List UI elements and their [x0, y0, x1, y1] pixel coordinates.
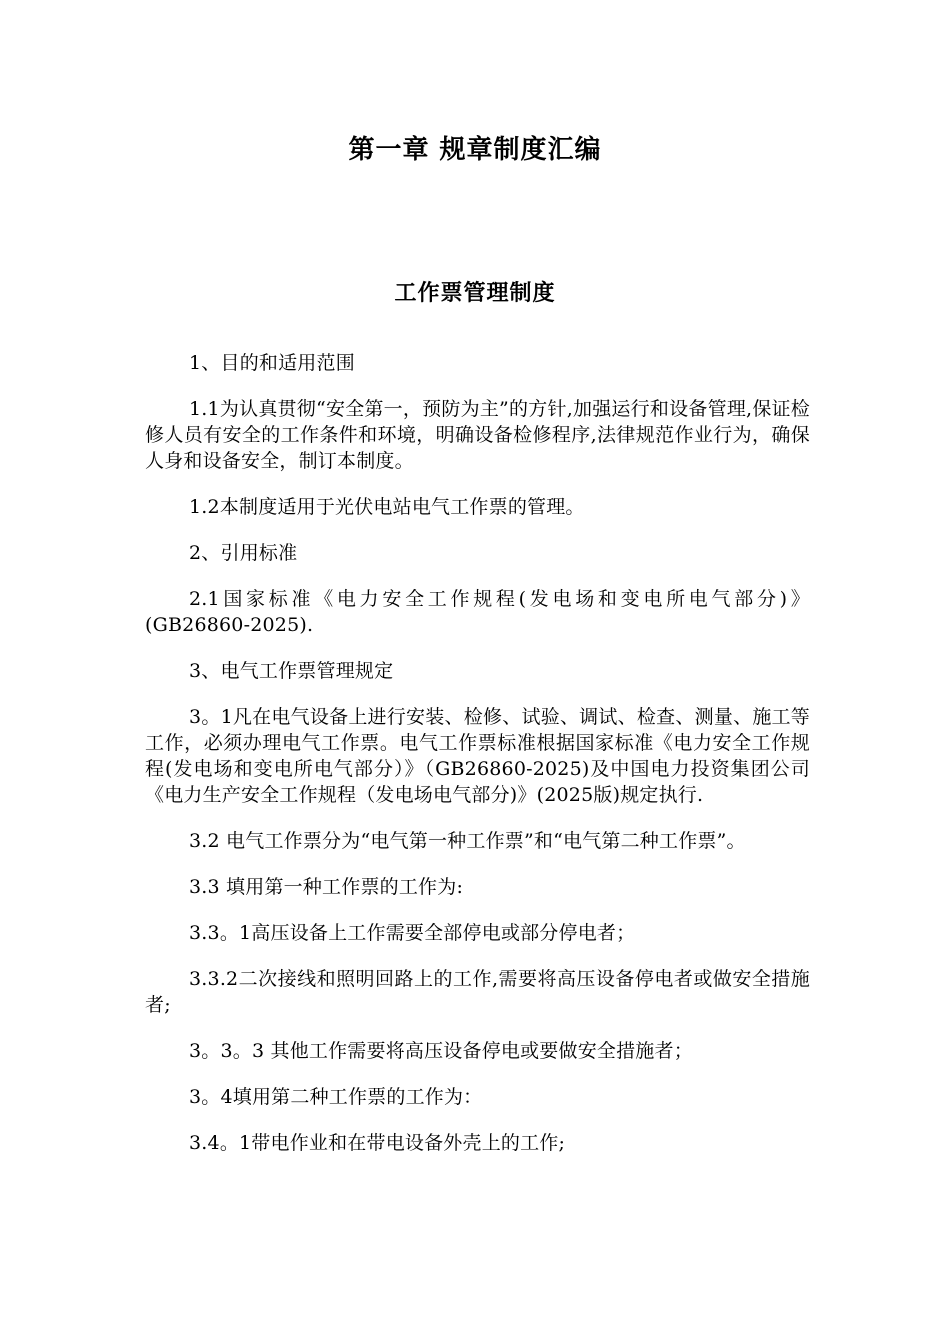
paragraph-3-4-1: 3.4。1带电作业和在带电设备外壳上的工作; [189, 1132, 566, 1154]
paragraph-1-1: 1.1为认真贯彻“安全第一，预防为主”的方针,加强运行和设备管理,保证检修人员有安全的工作条件和环境，明确设备检修程序,法律规范作业行为，确保人身和设备安全，制订本制度。 [145, 398, 810, 472]
paragraph-2-1: 2.1国家标准《电力安全工作规程(发电场和变电所电气部分)》(GB26860-2025). [145, 588, 810, 636]
paragraph-3-1: 3。1凡在电气设备上进行安装、检修、试验、调试、检查、测量、施工等工作，必须办理电气工作票。电气工作票标准根据国家标准《电力安全工作规程(发电场和变电所电气部分）》（GB26860-2025)及中国电力投资集团公司《电力生产安全工作规程（发电场电气部分)》(2025版)规定执行. [145, 706, 810, 806]
paragraph-1-2: 1.2本制度适用于光伏电站电气工作票的管理。 [189, 496, 585, 518]
section-title: 工作票管理制度 [394, 281, 556, 306]
paragraph-heading-3: 3、电气工作票管理规定 [189, 660, 394, 682]
paragraph-3-3: 3.3 填用第一种工作票的工作为: [189, 876, 464, 898]
paragraph-3-3-1: 3.3。1高压设备上工作需要全部停电或部分停电者； [189, 922, 636, 944]
paragraph-heading-1: 1、目的和适用范围 [189, 352, 355, 374]
paragraph-3-2: 3.2 电气工作票分为“电气第一种工作票”和“电气第二种工作票”。 [189, 830, 746, 852]
paragraph-3-4: 3。4填用第二种工作票的工作为： [189, 1086, 483, 1108]
chapter-title: 第一章 规章制度汇编 [348, 135, 602, 165]
paragraph-heading-2: 2、引用标准 [189, 542, 298, 564]
document-body [145, 350, 810, 1176]
paragraph-3-3-3: 3。3。3 其他工作需要将高压设备停电或要做安全措施者； [189, 1040, 693, 1062]
paragraph-3-3-2: 3.3.2二次接线和照明回路上的工作,需要将高压设备停电者或做安全措施者; [145, 968, 810, 1016]
